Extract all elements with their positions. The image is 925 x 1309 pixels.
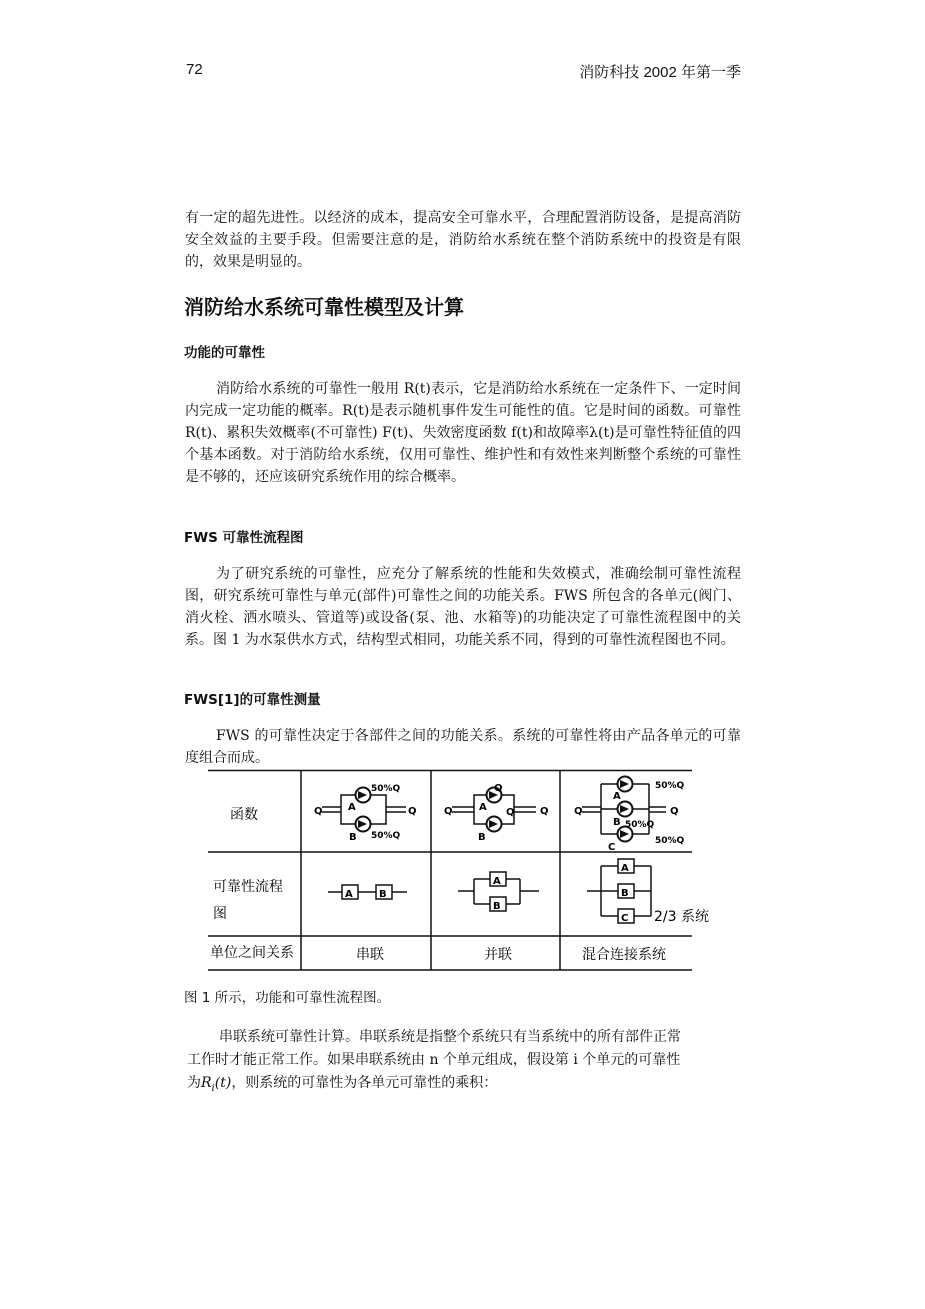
parallel-block-a: A [493, 876, 501, 887]
q-in-label-3: Q [574, 806, 583, 817]
mixed-block-b: B [621, 888, 629, 899]
line-3-prefix: 为 [187, 1075, 201, 1091]
pump-b-label-3: B [613, 817, 621, 828]
line-3-suffix: ，则系统的可靠性为各单元可靠性的乘积： [231, 1075, 498, 1091]
relation-mixed: 混合连接系统 [582, 947, 666, 963]
formula-subscript: i [211, 1082, 215, 1094]
function-reliability-paragraph: 消防给水系统的可靠性一般用 R(t)表示，它是消防给水系统在一定条件下、一定时间内完成一定功能的概率。R(t)是表示随机事件发生可能性的值。它是时间的函数。可靠性 R(t)、累积失效概率(不可靠性) F(t)、失效密度函数 f(t)和故障率λ(t)是可靠性特征值的四个基本函数。对于消防给水系统，仅用可靠性、维护性和有效性来判断整个系统的可靠性是不够的，还应该研究系统作用的综合概率。 [185, 381, 741, 485]
series-reliability-line-1: 串联系统可靠性计算。串联系统是指整个系统只有当系统中的所有部件正常 [219, 1029, 681, 1045]
series-block-a: A [345, 889, 353, 900]
pump-a-label: A [348, 802, 356, 813]
series-reliability-line-3 [187, 1072, 743, 1100]
relation-series: 串联 [356, 947, 384, 963]
pump-a-label-2: A [479, 802, 487, 813]
pump-b-icon-2 [487, 817, 502, 832]
section-title: 消防给水系统可靠性模型及计算 [184, 295, 464, 319]
flow-half-label-bottom: 50%Q [371, 831, 401, 841]
parallel-pump-diagram [444, 783, 549, 843]
flow-half-label-top-3: 50%Q [655, 781, 685, 791]
mixed-flowchart [587, 859, 651, 923]
pump-b-label: B [349, 832, 357, 843]
subsection-title-flowchart: FWS 可靠性流程图 [184, 530, 304, 546]
pump-b-label-2: B [478, 832, 486, 843]
row-label-flowchart-cont: 图 [213, 906, 227, 922]
relation-parallel: 并联 [484, 947, 512, 963]
row-label-relation: 单位之间关系 [210, 945, 294, 961]
pump-c-label-3: C [608, 842, 616, 853]
flowchart-paragraph: 为了研究系统的可靠性，应充分了解系统的性能和失效模式，准确绘制可靠性流程图，研究系统可靠性与单元(部件)可靠性之间的功能关系。FWS 所包含的各单元(阀门、消火栓、洒水喷头、管道等)或设备(泵、池、水箱等)的功能决定了可靠性流程图中的关系。图 1 为水泵供水方式，结构型式相同，功能关系不同，得到的可靠性流程图也不同。 [185, 566, 741, 648]
figure-caption: 图 1 所示，功能和可靠性流程图。 [184, 990, 391, 1006]
series-reliability-line-2: 工作时才能正常工作。如果串联系统由 n 个单元组成，假设第 i 个单元的可靠性 [187, 1052, 681, 1068]
mixed-pump-diagram [574, 777, 685, 854]
pump-a-icon [356, 788, 371, 803]
two-of-three-note: 2/3 系统 [654, 909, 709, 925]
formula-argument: (t) [214, 1075, 232, 1091]
journal-title: 消防科技 2002 年第一季 [579, 64, 741, 81]
q-mid-label-2: Q [506, 807, 515, 818]
formula-symbol: R [201, 1075, 212, 1091]
q-in-label: Q [314, 806, 323, 817]
pump-a-icon-3 [618, 777, 633, 792]
q-out-label-2: Q [540, 806, 549, 817]
flow-half-label-bottom-3: 50%Q [655, 836, 685, 846]
subsection-title-function: 功能的可靠性 [184, 345, 265, 361]
pump-b-icon-3 [618, 802, 633, 817]
mixed-block-a: A [621, 863, 629, 874]
q-top-label-2: Q [494, 783, 503, 794]
q-in-label-2: Q [444, 806, 453, 817]
page-number: 72 [186, 61, 203, 78]
parallel-block-b: B [493, 901, 501, 912]
pump-a-label-3: A [613, 791, 621, 802]
series-pump-diagram [314, 784, 417, 843]
pump-b-icon [356, 817, 371, 832]
row-label-flowchart: 可靠性流程 [213, 879, 283, 895]
reliability-formula [201, 1075, 232, 1094]
subsection-title-measurement: FWS[1]的可靠性测量 [184, 692, 321, 708]
intro-paragraph: 有一定的超先进性。以经济的成本，提高安全可靠水平，合理配置消防设备，是提高消防安全效益的主要手段。但需要注意的是，消防给水系统在整个消防系统中的投资是有限的，效果是明显的。 [185, 210, 741, 270]
q-out-label: Q [408, 806, 417, 817]
row-label-function: 函数 [230, 807, 258, 823]
measurement-paragraph: FWS 的可靠性决定于各部件之间的功能关系。系统的可靠性将由产品各单元的可靠度组合而成。 [185, 728, 741, 766]
flow-half-label-top: 50%Q [371, 784, 401, 794]
mixed-block-c: C [621, 913, 629, 924]
series-block-b: B [379, 889, 387, 900]
flow-half-label-mid-3: 50%Q [625, 820, 655, 830]
q-out-label-3: Q [670, 806, 679, 817]
series-flowchart [328, 885, 407, 899]
figure-1-table [208, 770, 709, 974]
